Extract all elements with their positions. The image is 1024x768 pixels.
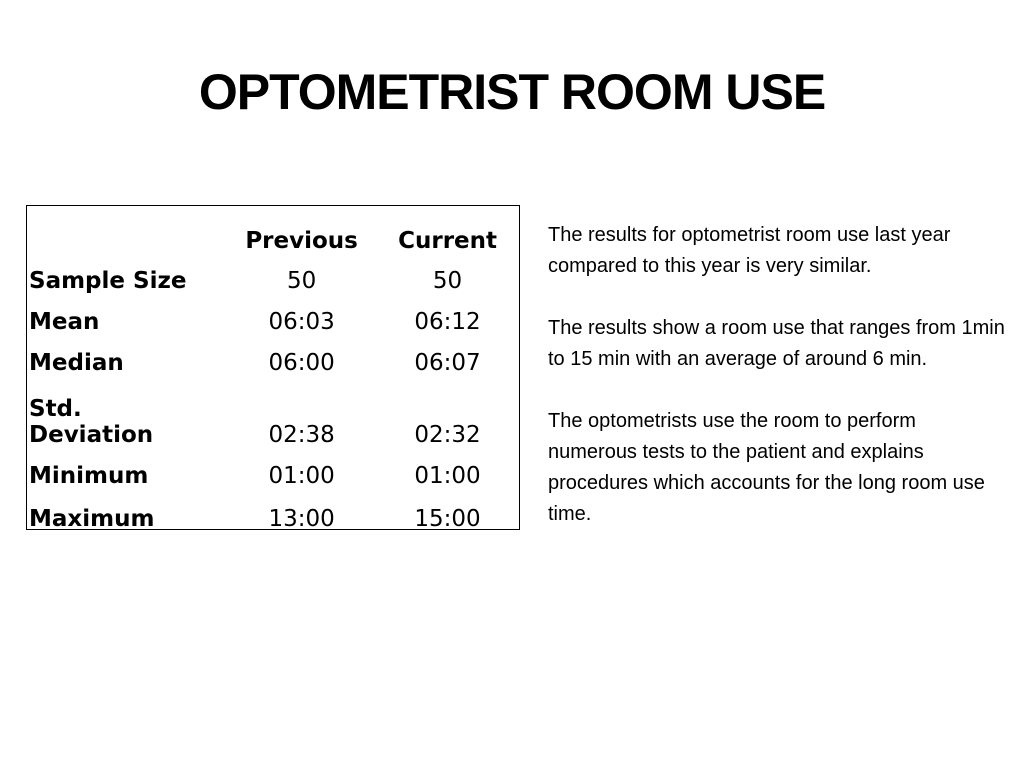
row-label-maximum: Maximum: [29, 506, 155, 532]
cell-current: 15:00: [414, 506, 481, 532]
row-label-mean: Mean: [29, 309, 100, 335]
notes-paragraph: The results for optometrist room use last year compared to this year is very similar.: [548, 224, 951, 277]
header-previous: Previous: [245, 228, 358, 254]
table-row: [27, 254, 519, 294]
notes-paragraph: The optometrists use the room to perform numerous tests to the patient and explains procedures which accounts for the long room use time.: [548, 410, 985, 525]
notes-text-block: [548, 220, 1008, 561]
table-row: [27, 448, 519, 489]
cell-previous: 06:00: [268, 350, 335, 376]
cell-current: 50: [432, 268, 463, 294]
cell-previous: 50: [286, 268, 317, 294]
table-header-row: [27, 206, 519, 254]
cell-current: 02:32: [414, 422, 481, 448]
table-row: [27, 376, 519, 448]
cell-previous: 01:00: [268, 463, 335, 489]
header-current: Current: [398, 228, 498, 254]
row-label-std-deviation: [27, 376, 227, 448]
table-row: [27, 335, 519, 376]
stats-table: [27, 206, 519, 532]
table-row: [27, 489, 519, 532]
row-label-median: Median: [29, 350, 124, 376]
cell-previous: 02:38: [268, 422, 335, 448]
cell-current: 01:00: [414, 463, 481, 489]
stats-table-container: [26, 205, 520, 530]
cell-current: 06:07: [414, 350, 481, 376]
row-label-std-line2: Deviation: [29, 422, 154, 448]
cell-current: 06:12: [414, 309, 481, 335]
row-label-minimum: Minimum: [29, 463, 149, 489]
row-label-sample-size: Sample Size: [29, 268, 187, 294]
cell-previous: 06:03: [268, 309, 335, 335]
header-empty-cell: [27, 206, 227, 254]
cell-previous: 13:00: [268, 506, 335, 532]
table-row: [27, 294, 519, 335]
slide-title: OPTOMETRIST ROOM USE: [198, 64, 826, 120]
notes-paragraph: The results show a room use that ranges from 1min to 15 min with an average of around 6 min.: [548, 317, 1005, 370]
row-label-std-line1: Std.: [29, 396, 82, 422]
